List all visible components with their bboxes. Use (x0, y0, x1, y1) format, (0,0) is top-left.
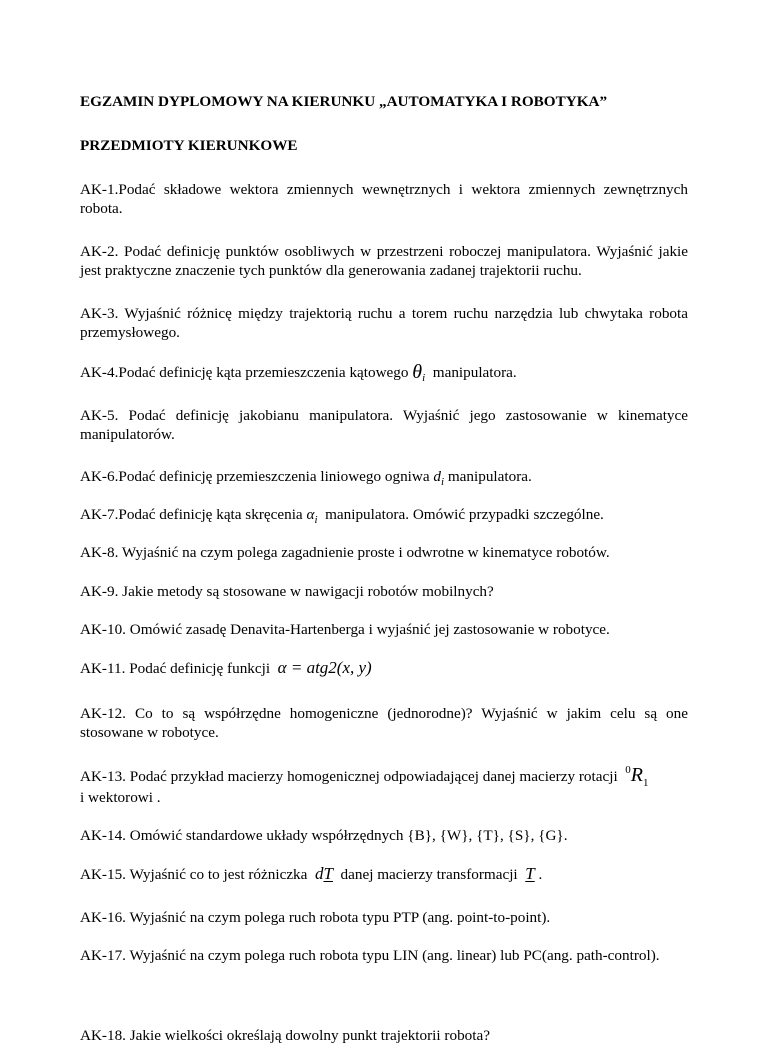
question-ak-18: AK-18. Jakie wielkości określają dowolny punkt trajektorii robota? (80, 1027, 490, 1044)
transformation-matrix-T: T (525, 864, 535, 883)
question-ak-3: AK-3. Wyjaśnić różnicę między trajektorią ruchu a torem ruchu narzędzia lub chwytaka robota przemysłowego. (80, 305, 688, 341)
atg2-formula: α = atg2(x, y) (277, 658, 372, 677)
differential-dT: dT (314, 864, 333, 883)
question-ak-12: AK-12. Co to są współrzędne homogeniczne (jednorodne)? Wyjaśnić w jakim celu są one stosowane w robotyce. (80, 705, 688, 741)
question-ak-7: AK-7.Podać definicję kąta skręcenia $\alpha_i$ manipulatora. Omówić przypadki szczególne. (80, 506, 604, 526)
question-ak-2: AK-2. Podać definicję punktów osobliwych w przestrzeni roboczej manipulatora. Wyjaśnić jakie jest praktyczne znaczenie tych punktów dla generowania zadanej trajektorii ruchu. (80, 243, 688, 279)
question-ak-6: AK-6.Podać definicję przemieszczenia liniowego ogniwa $d_i$ manipulatora. (80, 468, 532, 488)
document-title: EGZAMIN DYPLOMOWY NA KIERUNKU „AUTOMATYKA I ROBOTYKA” (80, 93, 608, 110)
question-ak-17: AK-17. Wyjaśnić na czym polega ruch robota typu LIN (ang. linear) lub PC(ang. path-control). (80, 947, 660, 964)
question-ak-4: AK-4.Podać definicję kąta przemieszczenia kątowego $\theta_i$ manipulatora. (80, 361, 517, 384)
question-ak-15: AK-15. Wyjaśnić co to jest różniczka dT danej macierzy transformacji T . (80, 864, 543, 883)
question-ak-5: AK-5. Podać definicję jakobianu manipulatora. Wyjaśnić jego zastosowanie w kinematyce manipulatorów. (80, 407, 688, 443)
question-ak-8: AK-8. Wyjaśnić na czym polega zagadnienie proste i odwrotne w kinematyce robotów. (80, 544, 610, 561)
question-ak-11: AK-11. Podać definicję funkcji α = atg2(x, y) (80, 658, 372, 677)
question-ak-1: AK-1.Podać składowe wektora zmiennych wewnętrznych i wektora zmiennych zewnętrznych robota. (80, 181, 688, 217)
section-heading: PRZEDMIOTY KIERUNKOWE (80, 137, 298, 154)
rotation-matrix-symbol: R (630, 764, 643, 786)
question-ak-10: AK-10. Omówić zasadę Denavita-Hartenberga i wyjaśnić jej zastosowanie w robotyce. (80, 621, 610, 638)
question-ak-16: AK-16. Wyjaśnić na czym polega ruch robota typu PTP (ang. point-to-point). (80, 909, 551, 926)
question-ak-14: AK-14. Omówić standardowe układy współrzędnych {B}, {W}, {T}, {S}, {G}. (80, 827, 568, 844)
question-ak-13: AK-13. Podać przykład macierzy homogenicznej odpowiadającej danej macierzy rotacji $^0R_1$ i wektorowi . (80, 764, 649, 806)
question-ak-9: AK-9. Jakie metody są stosowane w nawigacji robotów mobilnych? (80, 583, 494, 600)
theta-symbol: θ (412, 361, 423, 383)
